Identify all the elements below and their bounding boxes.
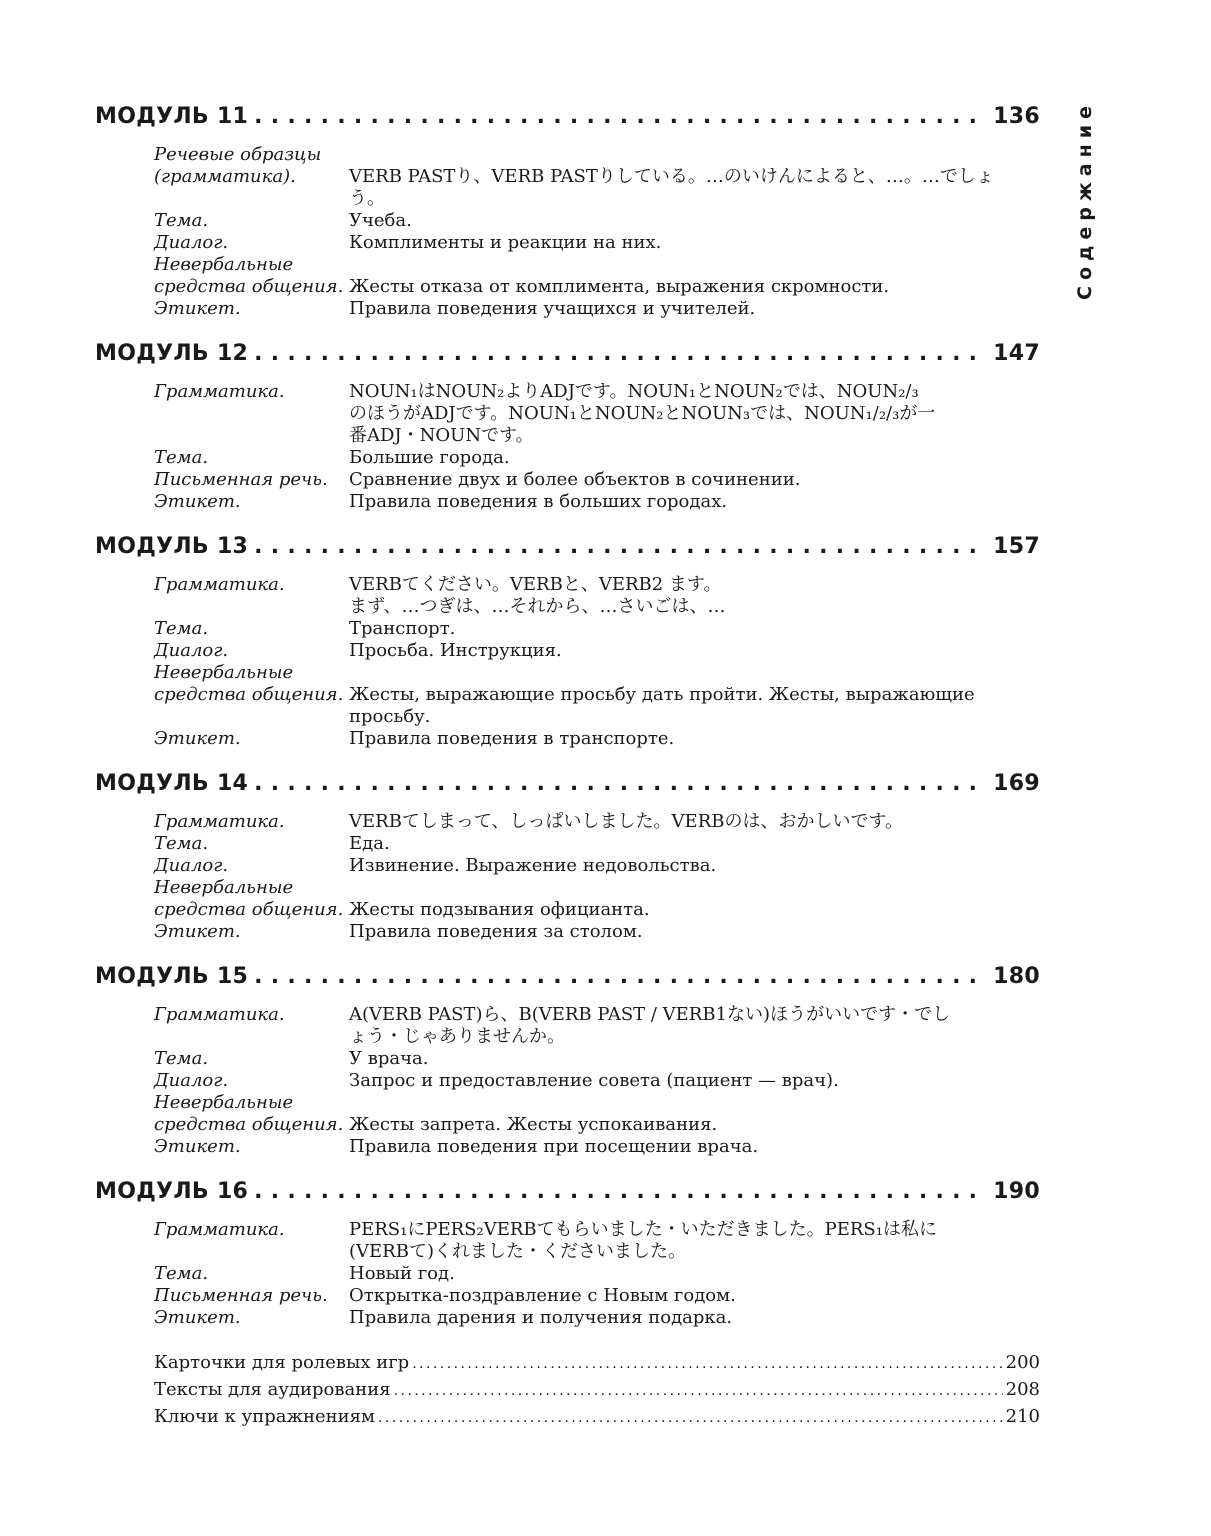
module-page-number: 190 <box>993 1179 1040 1204</box>
row-label: Диалог. <box>154 1070 229 1091</box>
row-label: Диалог. <box>154 855 229 876</box>
row-label: Речевые образцы (грамматика). <box>154 144 322 187</box>
row-label: Грамматика. <box>154 574 285 595</box>
content-row <box>154 469 1040 491</box>
module-contents <box>154 1004 1040 1158</box>
leader-dots <box>254 1179 987 1204</box>
row-label: Письменная речь. <box>154 1285 328 1306</box>
leader-dots <box>254 341 987 366</box>
row-label: Этикет. <box>154 298 241 319</box>
module-heading[interactable] <box>95 104 1040 134</box>
row-label: Тема. <box>154 618 209 639</box>
row-value: NOUN₁はNOUN₂よりADJです。NOUN₁とNOUN₂では、NOUN₂/₃ のほうがADJです。NOUN₁とNOUN₂とNOUN₃では、NOUN₁/₂/₃が一 番ADJ・NOUNです。 <box>349 381 936 446</box>
content-row <box>154 491 1040 513</box>
row-label: Невербальные средства общения. <box>154 254 344 297</box>
row-label: Письменная речь. <box>154 469 328 490</box>
row-label: Тема. <box>154 1263 209 1284</box>
module-16 <box>95 1179 1040 1329</box>
content-row <box>154 1092 1040 1136</box>
leader-dots <box>254 771 987 796</box>
row-label: Невербальные средства общения. <box>154 1092 344 1135</box>
row-label: Грамматика. <box>154 381 285 402</box>
row-value: Правила поведения учащихся и учителей. <box>349 298 756 319</box>
appendix-page-number: 208 <box>1005 1379 1040 1400</box>
module-13 <box>95 534 1040 750</box>
row-label: Невербальные средства общения. <box>154 662 344 705</box>
row-label: Невербальные средства общения. <box>154 877 344 920</box>
content-row <box>154 1048 1040 1070</box>
appendix-item-answer-keys[interactable] <box>154 1404 1040 1431</box>
module-contents <box>154 811 1040 943</box>
row-value: Правила поведения при посещении врача. <box>349 1136 759 1157</box>
content-row <box>154 1307 1040 1329</box>
appendix-title: Карточки для ролевых игр <box>154 1352 410 1373</box>
row-value: Просьба. Инструкция. <box>349 640 562 661</box>
content-row <box>154 640 1040 662</box>
row-label: Грамматика. <box>154 1219 285 1240</box>
row-value: Правила поведения в больших городах. <box>349 491 728 512</box>
module-heading[interactable] <box>95 341 1040 371</box>
row-value: PERS₁にPERS₂VERBてもらいました・いただきました。PERS₁は私に (VERBて)くれました・くださいました。 <box>349 1219 937 1262</box>
row-value: Жесты подзывания официанта. <box>349 899 650 920</box>
row-label: Диалог. <box>154 640 229 661</box>
content-row <box>154 1004 1040 1048</box>
row-value: Запрос и предоставление совета (пациент — врач). <box>349 1070 839 1091</box>
module-12 <box>95 341 1040 513</box>
content-row <box>154 921 1040 943</box>
appendix-item-listening-texts[interactable] <box>154 1377 1040 1404</box>
row-label: Тема. <box>154 447 209 468</box>
row-value: VERBてしまって、しっぱいしました。VERBのは、おかしいです。 <box>349 811 904 832</box>
content-row <box>154 232 1040 254</box>
module-page-number: 147 <box>993 341 1040 366</box>
row-value: Учеба. <box>349 210 412 231</box>
leader-dots <box>254 104 987 129</box>
module-title: МОДУЛЬ 15 <box>95 964 249 989</box>
appendix-list <box>154 1350 1040 1431</box>
module-heading[interactable] <box>95 771 1040 801</box>
content-row <box>154 1285 1040 1307</box>
table-of-contents <box>95 104 1040 1431</box>
row-label: Этикет. <box>154 1307 241 1328</box>
module-contents <box>154 381 1040 513</box>
row-label: Тема. <box>154 210 209 231</box>
row-value: Жесты отказа от комплимента, выражения скромности. <box>349 276 890 297</box>
row-value: Правила поведения в транспорте. <box>349 728 675 749</box>
module-page-number: 169 <box>993 771 1040 796</box>
row-value: A(VERB PAST)ら、B(VERB PAST / VERB1ない)ほうがいいです・でし ょう・じゃありませんか。 <box>349 1004 951 1047</box>
module-heading[interactable] <box>95 964 1040 994</box>
content-row <box>154 144 1040 210</box>
module-title: МОДУЛЬ 14 <box>95 771 249 796</box>
row-label: Этикет. <box>154 1136 241 1157</box>
row-value: Правила дарения и получения подарка. <box>349 1307 733 1328</box>
content-row <box>154 877 1040 921</box>
leader-dots <box>254 534 987 559</box>
appendix-page-number: 200 <box>1005 1352 1040 1373</box>
row-value: Правила поведения за столом. <box>349 921 643 942</box>
row-label: Тема. <box>154 833 209 854</box>
row-label: Диалог. <box>154 232 229 253</box>
row-value: Открытка-поздравление с Новым годом. <box>349 1285 736 1306</box>
row-label: Тема. <box>154 1048 209 1069</box>
module-title: МОДУЛЬ 11 <box>95 104 249 129</box>
content-row <box>154 298 1040 320</box>
module-page-number: 157 <box>993 534 1040 559</box>
module-page-number: 180 <box>993 964 1040 989</box>
row-label: Грамматика. <box>154 811 285 832</box>
module-heading[interactable] <box>95 534 1040 564</box>
content-row <box>154 210 1040 232</box>
row-label: Этикет. <box>154 728 241 749</box>
row-label: Этикет. <box>154 921 241 942</box>
content-row <box>154 855 1040 877</box>
leader-dots <box>412 1351 1002 1377</box>
row-value: Извинение. Выражение недовольства. <box>349 855 717 876</box>
row-value: Транспорт. <box>349 618 456 639</box>
row-value: Жесты запрета. Жесты успокаивания. <box>349 1114 718 1135</box>
row-value: У врача. <box>349 1048 429 1069</box>
appendix-title: Тексты для аудирования <box>154 1379 391 1400</box>
module-11 <box>95 104 1040 320</box>
module-14 <box>95 771 1040 943</box>
row-label: Грамматика. <box>154 1004 285 1025</box>
content-row <box>154 574 1040 618</box>
leader-dots <box>378 1405 1003 1431</box>
content-row <box>154 447 1040 469</box>
content-row <box>154 1136 1040 1158</box>
module-15 <box>95 964 1040 1158</box>
appendix-page-number: 210 <box>1005 1406 1040 1427</box>
running-head-text: Содержание <box>1074 100 1096 300</box>
module-contents <box>154 574 1040 750</box>
module-heading[interactable] <box>95 1179 1040 1209</box>
content-row <box>154 728 1040 750</box>
row-value: VERBてください。VERBと、VERB2 ます。 まず、…つぎは、…それから、…さいごは、… <box>349 574 726 617</box>
content-row <box>154 618 1040 640</box>
row-value: Еда. <box>349 833 390 854</box>
module-page-number: 136 <box>993 104 1040 129</box>
appendix-title: Ключи к упражнениям <box>154 1406 376 1427</box>
content-row <box>154 1263 1040 1285</box>
content-row <box>154 1070 1040 1092</box>
appendix-item-role-play-cards[interactable] <box>154 1350 1040 1377</box>
module-contents <box>154 1219 1040 1329</box>
row-value: Комплименты и реакции на них. <box>349 232 662 253</box>
content-row <box>154 662 1040 728</box>
row-label: Этикет. <box>154 491 241 512</box>
running-head <box>1070 100 1100 300</box>
content-row <box>154 254 1040 298</box>
leader-dots <box>254 964 987 989</box>
row-value: Новый год. <box>349 1263 455 1284</box>
row-value: Жесты, выражающие просьбу дать пройти. Жесты, выражающие просьбу. <box>349 684 975 727</box>
module-title: МОДУЛЬ 13 <box>95 534 249 559</box>
row-value: VERB PASTり、VERB PASTりしている。…のいけんによると、…。…でしょう。 <box>349 166 994 209</box>
module-title: МОДУЛЬ 16 <box>95 1179 249 1204</box>
module-title: МОДУЛЬ 12 <box>95 341 249 366</box>
content-row <box>154 1219 1040 1263</box>
module-contents <box>154 144 1040 320</box>
content-row <box>154 833 1040 855</box>
content-row <box>154 811 1040 833</box>
row-value: Большие города. <box>349 447 510 468</box>
content-row <box>154 381 1040 447</box>
leader-dots <box>394 1378 1003 1404</box>
row-value: Сравнение двух и более объектов в сочинении. <box>349 469 801 490</box>
